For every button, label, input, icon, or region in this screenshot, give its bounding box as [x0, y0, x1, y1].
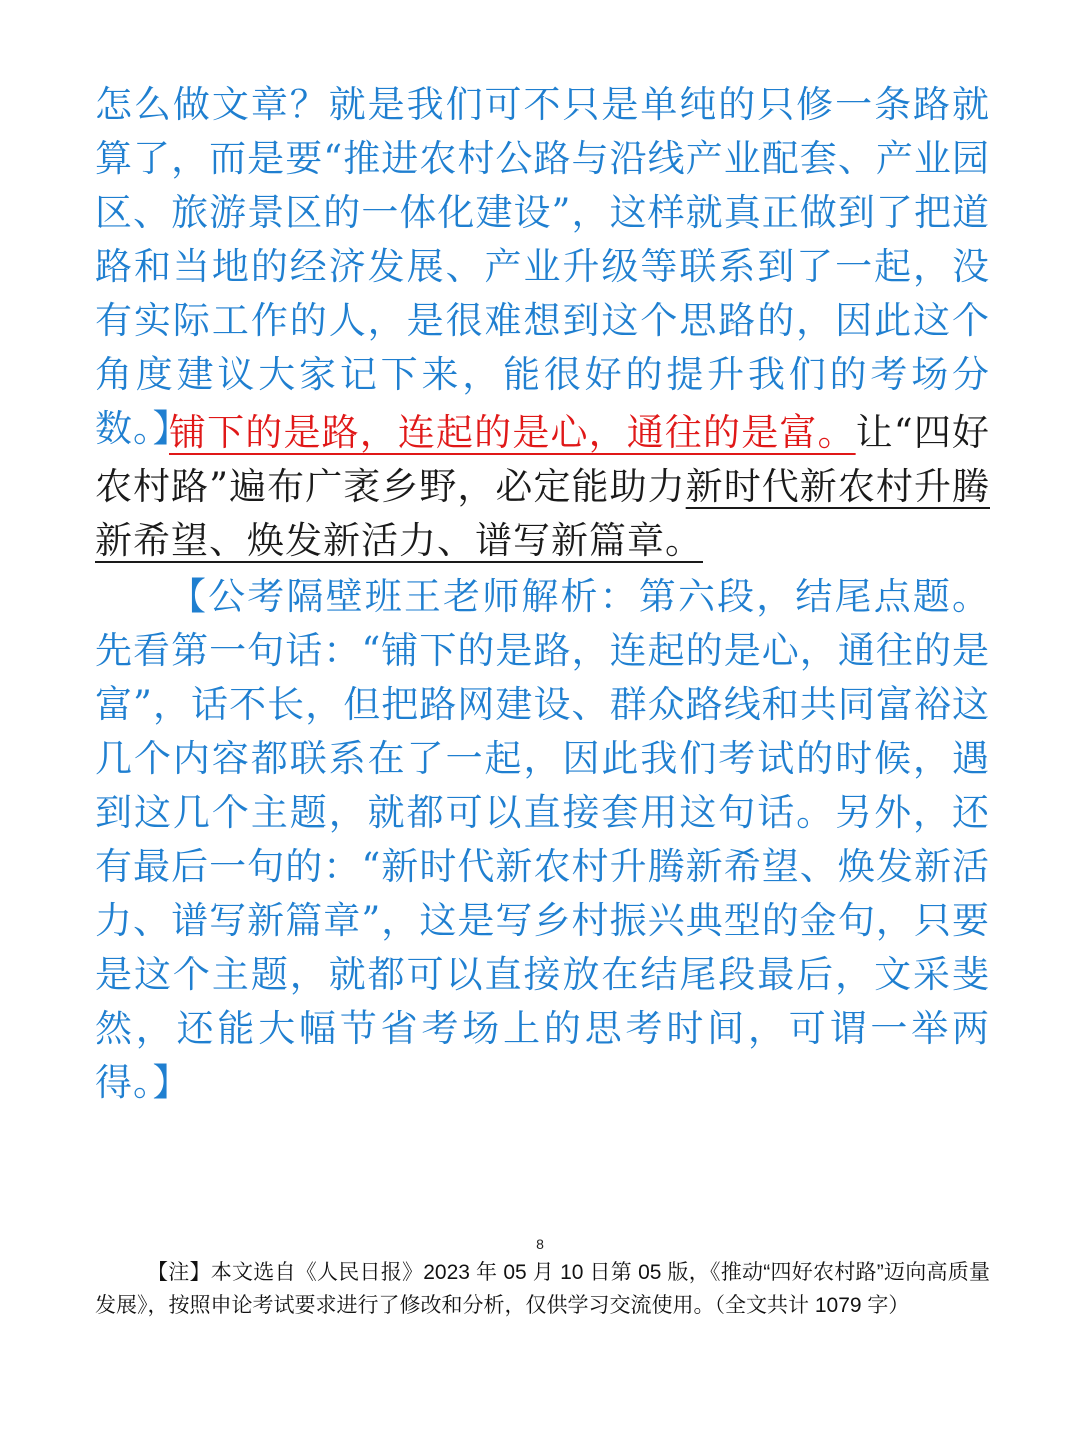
analysis-text-6: 【公考隔壁班王老师解析：第六段，结尾点题。先看第一句话：“铺下的是路，连起的是心，通往的是富”，话不长，但把路网建设、群众路线和共同富裕这几个内容都联系在了一起，因此我们考试的时候，遇到这几个主题，就都可以直接套用这句话。另外，还有最后一句的：“新时代新农村升腾新希望、焕发新活力、谱写新篇章”，这是写乡村振兴典型的金句，只要是这个主题，就都可以直接放在结尾段最后，文采斐然，还能大幅节省考场上的思考时间，可谓一举两得。】 — [95, 575, 990, 1104]
source-footnote: 【注】本文选自《人民日报》2023 年 05 月 10 日第 05 版，《推动“四好农村路”迈向高质量发展》，按照申论考试要求进行了修改和分析，仅供学习交流使用。（全文共计 1079 字） — [95, 1261, 990, 1317]
analysis-paragraph-six — [95, 570, 990, 1110]
page-number: 8 — [536, 1236, 544, 1252]
key-sentence-red: 铺下的是路，连起的是心，通往的是富。 — [169, 411, 856, 454]
analysis-text-1: 怎么做文章？就是我们可不只是单纯的只修一条路就算了，而是要“推进农村公路与沿线产业配套、产业园区、旅游景区的一体化建设”，这样就真正做到了把道路和当地的经济发展、产业升级等联系到了一起，没有实际工作的人，是很难想到这个思路的，因此这个角度建议大家记下来，能很好的提升我们的考场分数。】 — [95, 83, 990, 450]
article-paragraph-closing — [95, 406, 990, 568]
article-text: 让“四好农村路”遍布广袤乡野，必定能助力 — [95, 411, 990, 508]
analysis-paragraph-continued — [95, 78, 990, 456]
underlined-golden-sentence: 新时代新农村升腾新希望、焕发新活力、谱写新篇章。 — [95, 465, 990, 562]
